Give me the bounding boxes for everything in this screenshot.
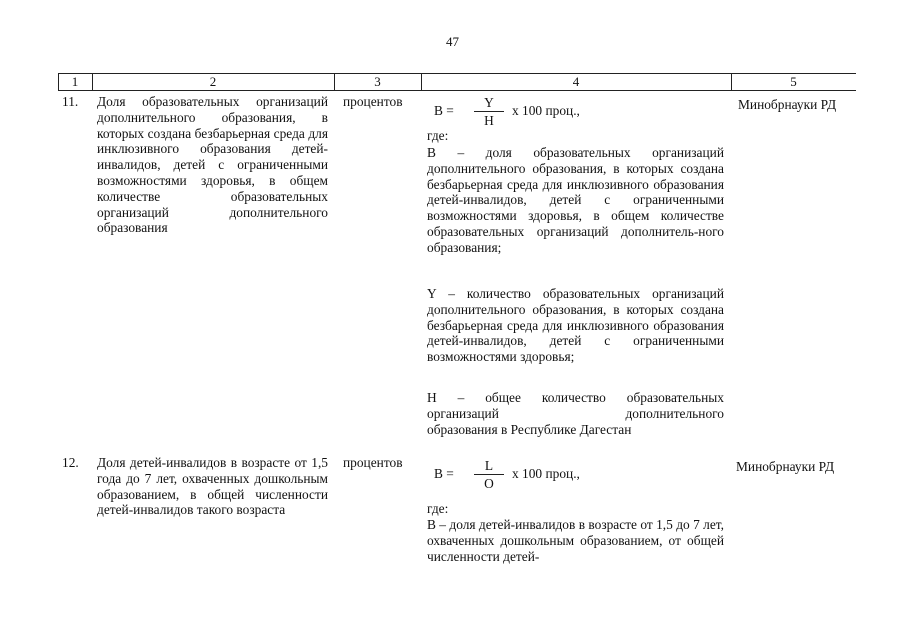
definition-b: B – доля образовательных организаций дополнительного образования, в которых создана безбарьерная среда для инклюзивного образования детей-инвалидов, детей с ограниченными возможностями здоровья, в общем количестве образовательных организаций дополнитель-ного образования; xyxy=(427,145,724,255)
table-header-col-2: 2 xyxy=(209,74,217,89)
formula-fraction xyxy=(474,458,504,491)
formula-denominator: O xyxy=(484,476,494,491)
row-number: 11. xyxy=(62,94,79,109)
table-header-bottom-border xyxy=(58,90,856,91)
definition-b: B – доля детей-инвалидов в возрасте от 1,5 до 7 лет, охваченных дошкольным образованием, от общей численности детей- xyxy=(427,517,724,564)
row-number: 12. xyxy=(62,455,79,470)
indicator-name: Доля детей-инвалидов в возрасте от 1,5 года до 7 лет, охваченных дошкольным образованием, в общей численности детей-инвалидов такого возраста xyxy=(97,455,328,518)
table-header-col-3: 3 xyxy=(374,74,381,89)
where-label: где: xyxy=(427,128,449,143)
definition-y: Y – количество образовательных организаций дополнительного образования, в которых создана безбарьерная среда для инклюзивного образования детей-инвалидов, детей с ограниченными возможностями здоровья; xyxy=(427,286,724,365)
formula-rhs: x 100 проц., xyxy=(512,466,580,481)
table-header-col-4: 4 xyxy=(572,74,580,89)
unit-of-measure: процентов xyxy=(343,455,403,470)
formula-numerator: L xyxy=(484,458,494,473)
responsible-body: Минобрнауки РД xyxy=(738,97,837,112)
formula-rhs: x 100 проц., xyxy=(512,103,580,118)
formula-lhs: B = xyxy=(434,103,454,118)
formula-fraction xyxy=(474,95,504,128)
formula-lhs: B = xyxy=(434,466,454,481)
indicator-name: Доля образовательных организаций дополнительного образования, в которых создана безбарьерная среда для инклюзивного образования детей-инвалидов, детей с ограниченными возможностями здоровья, в общем количестве образовательных организаций дополнительного образования xyxy=(97,94,328,236)
formula-denominator: H xyxy=(484,113,494,128)
page-number: 47 xyxy=(446,34,459,49)
calculation-formula xyxy=(434,95,714,129)
definition-h: H – общее количество образовательных организаций дополнительного xyxy=(427,390,724,421)
table-header-col-1: 1 xyxy=(71,74,79,89)
unit-of-measure: процентов xyxy=(343,94,403,109)
table-header-col-5: 5 xyxy=(790,74,797,89)
responsible-body: Минобрнауки РД xyxy=(736,459,835,474)
fraction-bar xyxy=(474,111,504,112)
calculation-formula xyxy=(434,458,714,492)
definition-h-continued: образования в Республике Дагестан xyxy=(427,422,632,437)
fraction-bar xyxy=(474,474,504,475)
formula-numerator: Y xyxy=(484,95,494,110)
where-label: где: xyxy=(427,501,449,516)
